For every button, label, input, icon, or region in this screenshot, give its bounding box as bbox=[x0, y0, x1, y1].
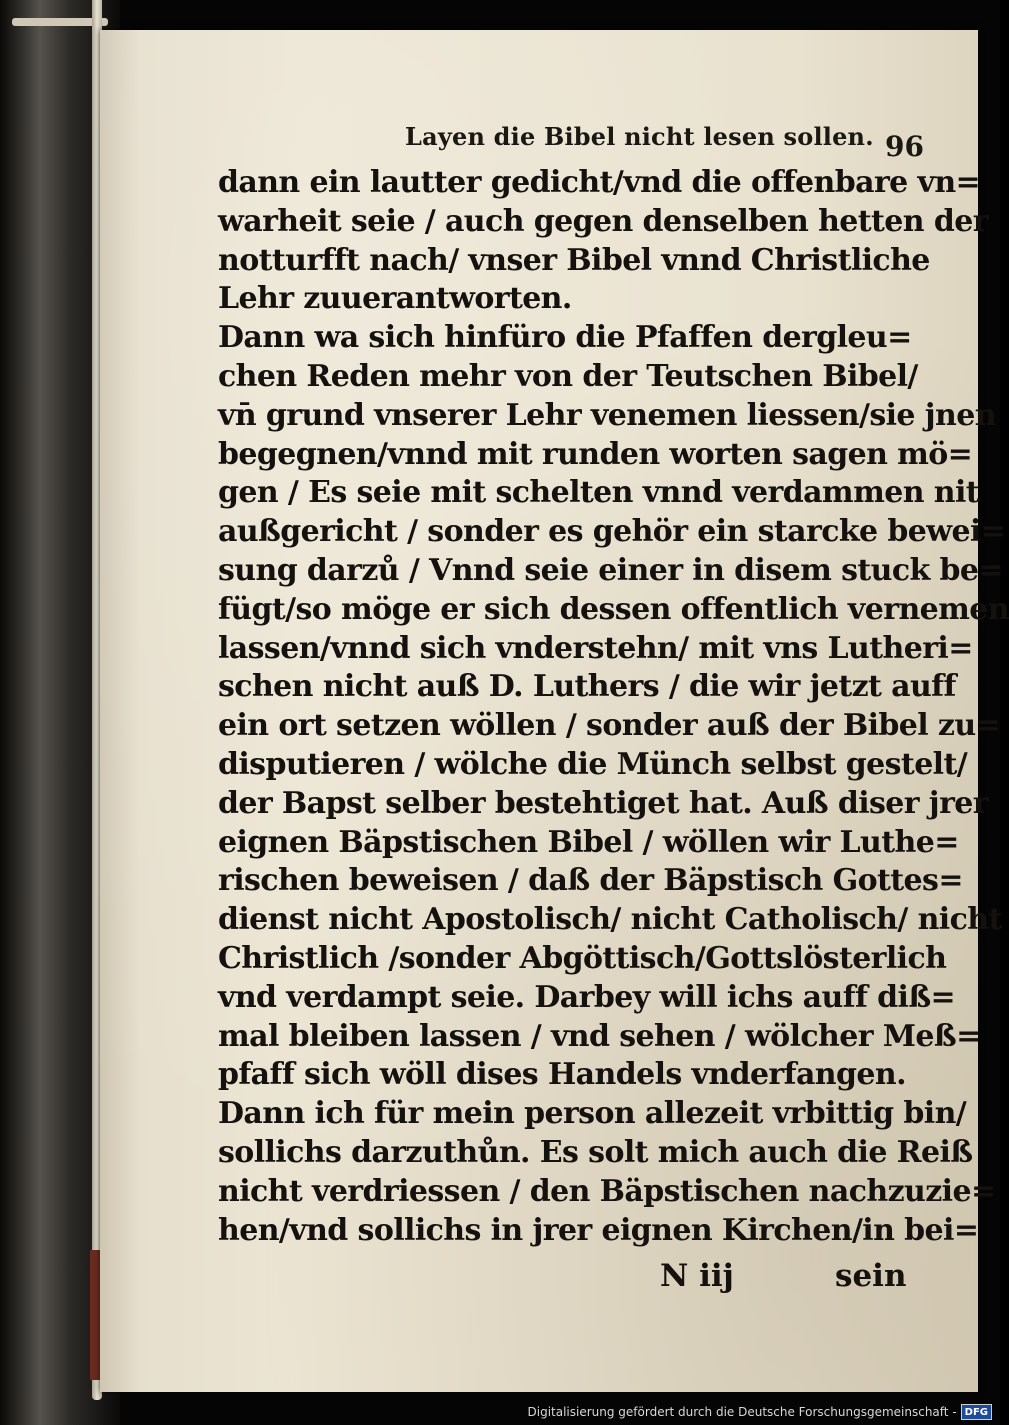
text-line: pfaff sich wöll dises Handels vnderfangen. bbox=[218, 1057, 906, 1093]
text-line: fügt/so möge er sich dessen offentlich vernemen bbox=[218, 591, 1009, 627]
funding-footer bbox=[528, 1403, 993, 1421]
text-block bbox=[218, 164, 1009, 1250]
text-line: disputieren / wölche die Münch selbst gestelt/ bbox=[218, 746, 968, 782]
text-line: nicht verdriessen / den Bäpstischen nachzuzie= bbox=[218, 1173, 996, 1209]
running-head bbox=[405, 118, 874, 154]
book-page bbox=[100, 30, 1009, 1392]
text-line: ein ort setzen wöllen / sonder auß der Bibel zu= bbox=[218, 708, 1001, 744]
text-line: hen/vnd sollichs in jrer eignen Kirchen/in bei= bbox=[218, 1212, 979, 1248]
text-line: schen nicht auß D. Luthers / die wir jetzt auff bbox=[218, 669, 956, 705]
text-line: lassen/vnnd sich vnderstehn/ mit vns Lutheri= bbox=[218, 630, 973, 666]
page-number: 96 bbox=[885, 130, 924, 163]
text-line: mal bleiben lassen / vnd sehen / wölcher Meß= bbox=[218, 1018, 981, 1054]
text-line: sung darzů / Vnnd seie einer in disem stuck be= bbox=[218, 552, 1003, 588]
text-line: Dann ich für mein person allezeit vrbittig bin/ bbox=[218, 1096, 967, 1132]
text-line: gen / Es seie mit schelten vnnd verdammen nit bbox=[218, 475, 980, 511]
text-line: außgericht / sonder es gehör ein starcke bewei= bbox=[218, 514, 1006, 550]
text-line: der Bapst selber bestehtiget hat. Auß diser jrer bbox=[218, 785, 988, 821]
footer-text: Digitalisierung gefördert durch die Deutsche Forschungsgemeinschaft - bbox=[527, 1405, 957, 1419]
text-line: chen Reden mehr von der Teutschen Bibel/ bbox=[218, 358, 918, 394]
text-line: vn̄ grund vnserer Lehr venemen liessen/sie jnen bbox=[218, 397, 996, 433]
text-line: sollichs darzuthůn. Es solt mich auch die Reiß bbox=[218, 1134, 973, 1170]
text-line: Christlich /sonder Abgöttisch/Gottslösterlich bbox=[218, 940, 947, 976]
spine-red-band bbox=[90, 1250, 100, 1380]
text-line: warheit seie / auch gegen denselben hetten der bbox=[218, 203, 988, 239]
text-line: dienst nicht Apostolisch/ nicht Catholisch/ nicht bbox=[218, 902, 1002, 938]
running-head-text: Layen die Bibel nicht lesen sollen. bbox=[405, 121, 874, 151]
text-line: Dann wa sich hinfüro die Pfaffen dergleu= bbox=[218, 320, 912, 356]
text-line: eignen Bäpstischen Bibel / wöllen wir Luthe= bbox=[218, 824, 959, 860]
text-line: begegnen/vnnd mit runden worten sagen mö= bbox=[218, 436, 973, 472]
text-line: Lehr zuuerantworten. bbox=[218, 281, 572, 317]
text-line: vnd verdampt seie. Darbey will ichs auff diß= bbox=[218, 979, 956, 1015]
catchword: sein bbox=[835, 1258, 907, 1294]
text-line: dann ein lautter gedicht/vnd die offenbare vn= bbox=[218, 165, 981, 200]
dfg-logo: DFG bbox=[961, 1404, 992, 1420]
text-line: rischen beweisen / daß der Bäpstisch Gottes= bbox=[218, 863, 963, 899]
text-line: notturfft nach/ vnser Bibel vnnd Christliche bbox=[218, 242, 930, 278]
signature-mark: N iij bbox=[660, 1258, 734, 1294]
